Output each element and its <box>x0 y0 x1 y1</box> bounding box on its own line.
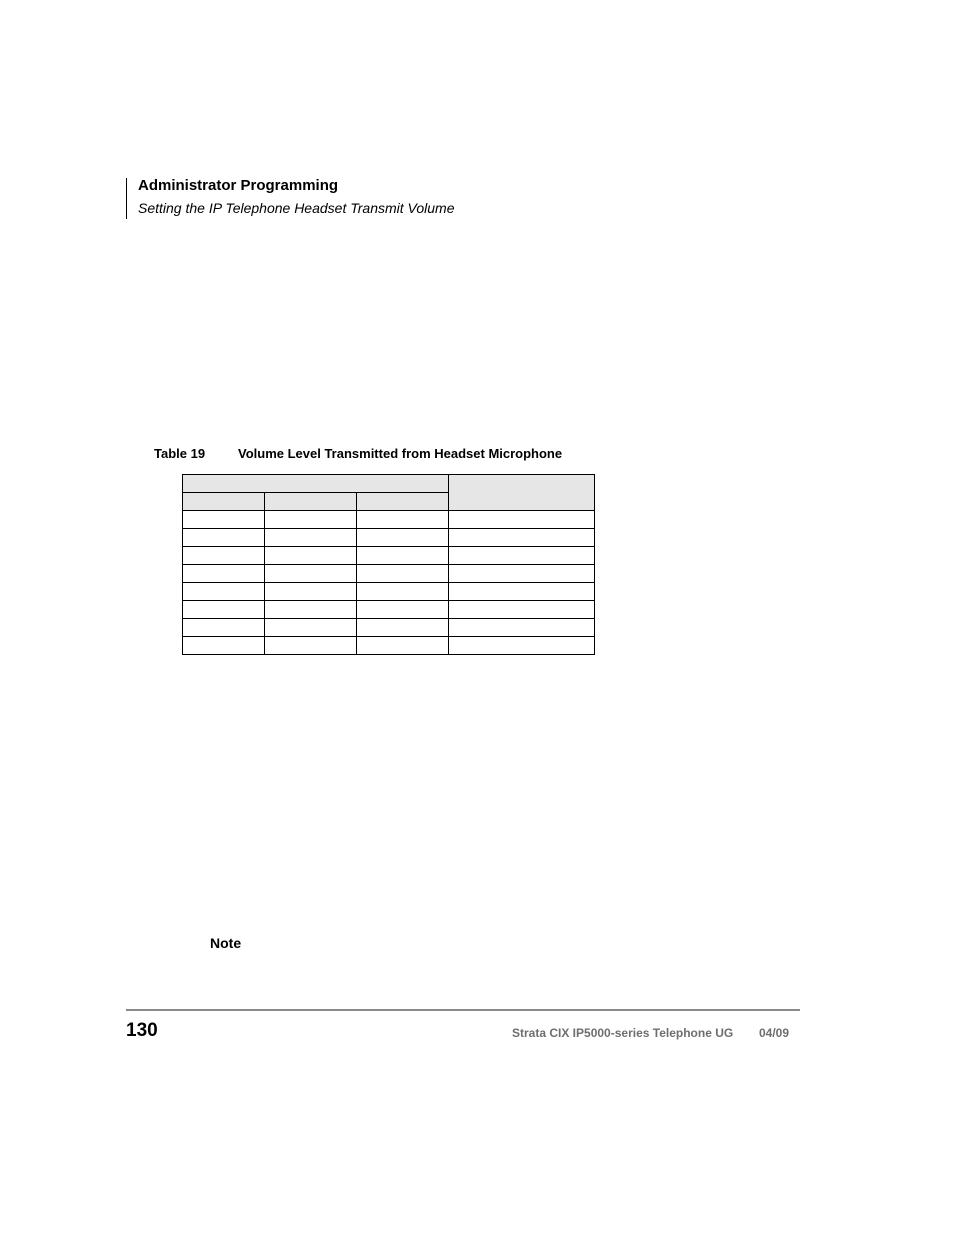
table-cell <box>265 547 357 565</box>
table-row <box>183 511 595 529</box>
table-cell <box>357 511 449 529</box>
table-cell <box>449 511 595 529</box>
table-cell <box>183 511 265 529</box>
table-cell <box>265 619 357 637</box>
table-cell <box>183 529 265 547</box>
note-label: Note <box>210 935 242 951</box>
table-row <box>183 601 595 619</box>
table-header-cell <box>449 475 595 511</box>
footer-rule <box>126 1009 800 1011</box>
table-row <box>183 637 595 655</box>
table-row <box>183 583 595 601</box>
table-cell <box>449 637 595 655</box>
footer-date: 04/09 <box>759 1026 790 1040</box>
table-cell <box>357 583 449 601</box>
table-cell <box>183 565 265 583</box>
table-caption <box>154 446 563 461</box>
footer-document-title: Strata CIX IP5000-series Telephone UG <box>512 1026 734 1040</box>
table-cell <box>449 619 595 637</box>
table-cell <box>265 637 357 655</box>
table-cell <box>357 637 449 655</box>
table-header-cell <box>357 493 449 511</box>
table-cell <box>357 529 449 547</box>
table-cell <box>265 601 357 619</box>
table-cell <box>449 601 595 619</box>
page-title: Administrator Programming <box>138 177 339 194</box>
table-cell <box>449 529 595 547</box>
table-row <box>183 619 595 637</box>
table-row <box>183 565 595 583</box>
table-cell <box>183 601 265 619</box>
table-cell <box>265 583 357 601</box>
table-cell <box>183 619 265 637</box>
table-number: Table 19 <box>154 446 206 461</box>
header-rule <box>126 178 127 219</box>
table-cell <box>183 637 265 655</box>
table-cell <box>357 565 449 583</box>
table-cell <box>183 547 265 565</box>
table-header-cell <box>265 493 357 511</box>
table-title: Volume Level Transmitted from Headset Microphone <box>238 446 563 461</box>
table-cell <box>183 583 265 601</box>
page-number: 130 <box>126 1020 158 1041</box>
table-cell <box>265 529 357 547</box>
table-cell <box>449 565 595 583</box>
table-cell <box>357 547 449 565</box>
table-header-group-cell <box>183 475 449 493</box>
table-row <box>183 547 595 565</box>
table-cell <box>265 511 357 529</box>
volume-level-table <box>182 474 595 655</box>
table-cell <box>449 583 595 601</box>
table-header-cell <box>183 493 265 511</box>
table-header-row <box>183 475 595 493</box>
table-cell <box>357 601 449 619</box>
table-cell <box>265 565 357 583</box>
page-subtitle: Setting the IP Telephone Headset Transmit Volume <box>138 200 455 216</box>
table-cell <box>357 619 449 637</box>
table-row <box>183 529 595 547</box>
table-cell <box>449 547 595 565</box>
